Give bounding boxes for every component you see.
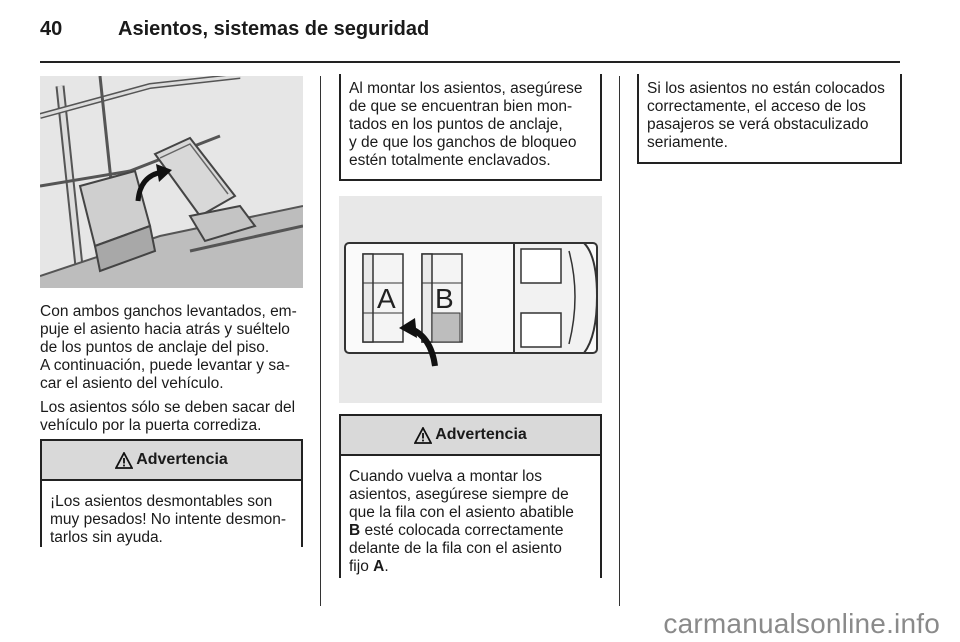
warning-line-end: . — [384, 558, 389, 575]
warning-header — [341, 414, 600, 456]
warning-box-middle — [339, 414, 602, 578]
seat-ref-b: B — [349, 522, 361, 539]
note-line: tados en los puntos de anclaje, — [349, 116, 563, 133]
note-line: estén totalmente enclavados. — [349, 152, 551, 169]
seat-ref-a: A — [373, 558, 385, 575]
seat-label-a: A — [377, 283, 396, 314]
warning-box-left — [40, 439, 303, 547]
warning-line: ¡Los asientos desmontables son — [50, 493, 273, 510]
note-line: seriamente. — [647, 134, 728, 151]
warning-line: que la fila con el asiento abatible — [349, 504, 574, 521]
warning-body — [341, 456, 600, 576]
instruction-line: car el asiento del vehículo. — [40, 375, 224, 392]
note-line: Al montar los asientos, asegúrese — [349, 80, 583, 97]
warning-line: muy pesados! No intente desmon- — [50, 511, 287, 528]
note-body — [341, 74, 600, 170]
warning-triangle-icon — [115, 452, 133, 469]
instruction-text — [40, 303, 310, 441]
warning-title: Advertencia — [435, 426, 527, 443]
seat-label-b: B — [435, 283, 454, 314]
note-line: correctamente, el acceso de los — [647, 98, 866, 115]
column-divider-1 — [320, 76, 321, 606]
column-divider-2 — [619, 76, 620, 606]
note-body — [639, 74, 900, 152]
page-number: 40 — [40, 18, 63, 40]
warning-line: Cuando vuelva a montar los — [349, 468, 543, 485]
warning-triangle-icon — [414, 427, 432, 444]
header-rule — [40, 61, 900, 63]
note-box-right — [637, 74, 902, 164]
page-title: Asientos, sistemas de seguridad — [118, 18, 430, 40]
note-line: de que se encuentran bien mon- — [349, 98, 573, 115]
warning-line: delante de la fila con el asiento — [349, 540, 562, 557]
seat-hook-illustration — [40, 76, 303, 288]
instruction-line: A continuación, puede levantar y sa- — [40, 357, 290, 374]
seat-layout-diagram — [339, 196, 602, 403]
watermark: carmanualsonline.info — [663, 608, 940, 639]
warning-line: fijo — [349, 558, 374, 575]
warning-line: tarlos sin ayuda. — [50, 529, 163, 546]
instruction-line: Los asientos sólo se deben sacar del — [40, 399, 296, 416]
warning-header — [42, 439, 301, 481]
instruction-line: puje el asiento hacia atrás y suéltelo — [40, 321, 290, 338]
instruction-line: de los puntos de anclaje del piso. — [40, 339, 270, 356]
warning-line: esté colocada correctamente — [360, 522, 564, 539]
warning-title: Advertencia — [136, 451, 228, 468]
warning-line: asientos, asegúrese siempre de — [349, 486, 569, 503]
instruction-line: vehículo por la puerta corrediza. — [40, 417, 262, 434]
note-box-middle — [339, 74, 602, 181]
note-line: y de que los ganchos de bloqueo — [349, 134, 577, 151]
van-floorplan-drawing — [339, 196, 602, 403]
note-line: Si los asientos no están colocados — [647, 80, 885, 97]
instruction-line: Con ambos ganchos levantados, em- — [40, 303, 297, 320]
seat-hook-drawing — [40, 76, 303, 288]
note-line: pasajeros se verá obstaculizado — [647, 116, 869, 133]
warning-body — [42, 481, 301, 547]
